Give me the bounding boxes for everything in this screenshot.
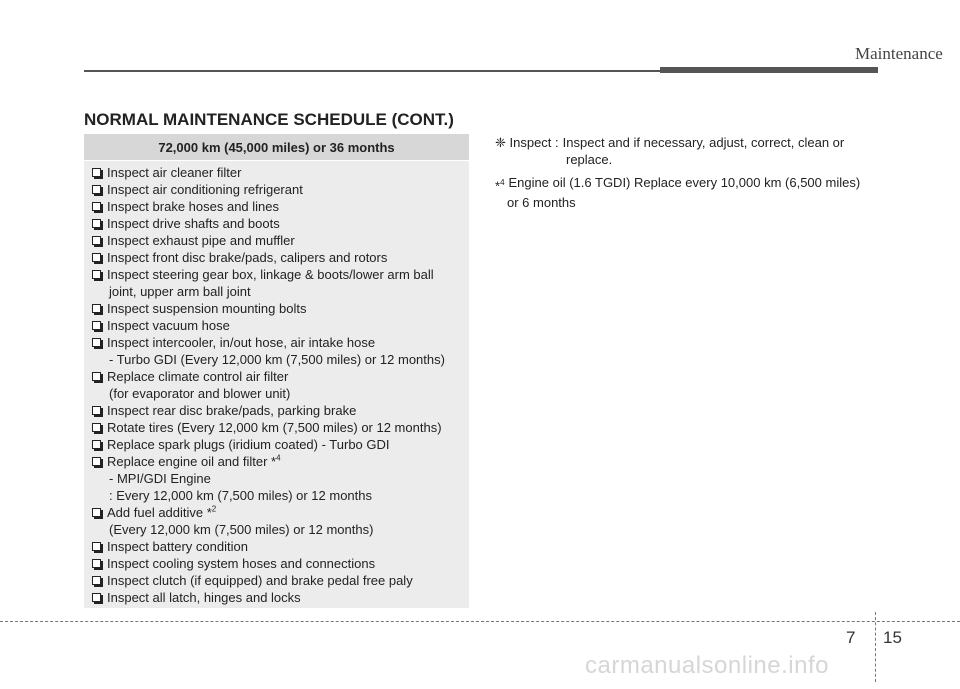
schedule-item-text: Inspect air cleaner filter	[107, 165, 242, 180]
inspect-note-text: Inspect and if necessary, adjust, correct, clean or	[562, 135, 845, 150]
schedule-item-row	[92, 232, 469, 249]
schedule-item-row	[92, 572, 469, 589]
schedule-item-text: Rotate tires (Every 12,000 km (7,500 miles) or 12 months)	[107, 420, 442, 435]
schedule-item	[92, 164, 469, 181]
checkbox-icon	[92, 559, 101, 568]
schedule-item-label	[107, 538, 248, 555]
checkbox-icon	[92, 202, 101, 211]
checkbox-icon	[92, 508, 101, 517]
schedule-item-detail: : Every 12,000 km (7,500 miles) or 12 months	[109, 488, 373, 503]
schedule-item-label	[107, 589, 301, 606]
checkbox-icon	[92, 219, 101, 228]
checkbox-icon	[92, 338, 101, 347]
schedule-item	[92, 402, 469, 419]
page-heading: NORMAL MAINTENANCE SCHEDULE (CONT.)	[84, 110, 454, 129]
schedule-item	[92, 181, 469, 198]
schedule-item	[92, 368, 469, 402]
schedule-table-body	[84, 161, 469, 608]
checkbox-icon	[92, 593, 101, 602]
checkbox-icon	[92, 576, 101, 585]
checkbox-icon	[92, 270, 101, 279]
footnote-marker: 4	[276, 453, 281, 463]
header-rule-accent	[660, 67, 878, 73]
schedule-item-row	[92, 453, 469, 470]
schedule-item-row	[92, 368, 469, 385]
schedule-item-row	[92, 538, 469, 555]
checkbox-icon	[92, 168, 101, 177]
schedule-item-row	[92, 215, 469, 232]
schedule-item-label	[107, 198, 279, 215]
schedule-item-text: Replace spark plugs (iridium coated) - Turbo GDI	[107, 437, 390, 452]
schedule-item	[92, 215, 469, 232]
schedule-item	[92, 300, 469, 317]
footer-divider	[875, 612, 876, 682]
checkbox-icon	[92, 457, 101, 466]
schedule-item	[92, 419, 469, 436]
schedule-item-text: Inspect intercooler, in/out hose, air intake hose	[107, 335, 376, 350]
schedule-item-list	[84, 161, 469, 606]
schedule-item-label	[107, 232, 295, 249]
schedule-item-detail: joint, upper arm ball joint	[109, 284, 251, 299]
schedule-item-text: Inspect brake hoses and lines	[107, 199, 279, 214]
schedule-table-header: 72,000 km (45,000 miles) or 36 months	[84, 134, 469, 160]
checkbox-icon	[92, 321, 101, 330]
schedule-item-text: Replace climate control air filter	[107, 369, 289, 384]
schedule-item-text: Inspect air conditioning refrigerant	[107, 182, 303, 197]
schedule-item-label	[107, 317, 230, 334]
checkbox-icon	[92, 542, 101, 551]
section-title: Maintenance	[855, 44, 943, 63]
schedule-item-label	[107, 402, 356, 419]
schedule-item	[92, 334, 469, 368]
footnote-marker: 2	[211, 504, 217, 514]
schedule-item	[92, 198, 469, 215]
schedule-item-text: Inspect suspension mounting bolts	[107, 301, 307, 316]
schedule-item-row	[92, 181, 469, 198]
schedule-item	[92, 555, 469, 572]
checkbox-icon	[92, 440, 101, 449]
schedule-item-row	[92, 589, 469, 606]
footer-rule	[0, 621, 960, 622]
checkbox-icon	[92, 304, 101, 313]
schedule-item	[92, 504, 469, 538]
schedule-item	[92, 232, 469, 249]
schedule-item-label	[107, 249, 387, 266]
schedule-item-row	[92, 504, 469, 521]
schedule-item	[92, 317, 469, 334]
schedule-item	[92, 572, 469, 589]
schedule-item-row	[92, 402, 469, 419]
schedule-item-label	[107, 436, 390, 453]
oil-note-text-continued: or 6 months	[507, 195, 576, 211]
schedule-item-label	[107, 368, 288, 385]
schedule-item-label	[107, 555, 375, 572]
schedule-item-text: Inspect all latch, hinges and locks	[107, 590, 301, 605]
checkbox-icon	[92, 236, 101, 245]
schedule-item-row	[92, 334, 469, 351]
checkbox-icon	[92, 372, 101, 381]
schedule-item-text: Inspect vacuum hose	[107, 318, 230, 333]
schedule-item-row	[92, 249, 469, 266]
schedule-item	[92, 453, 469, 504]
schedule-item-detail: - Turbo GDI (Every 12,000 km (7,500 miles) or 12 months)	[109, 352, 445, 367]
schedule-item-label	[107, 334, 375, 351]
schedule-item-detail: (for evaporator and blower unit)	[109, 386, 291, 401]
schedule-item-row	[92, 419, 469, 436]
schedule-item-label	[107, 453, 281, 470]
schedule-item-text: Add fuel additive *	[107, 505, 212, 520]
schedule-item-row	[92, 555, 469, 572]
header-rule	[84, 70, 660, 72]
schedule-item-text: Replace engine oil and filter *	[107, 454, 277, 469]
schedule-item-text: Inspect exhaust pipe and muffler	[107, 233, 295, 248]
schedule-item-detail: (Every 12,000 km (7,500 miles) or 12 months)	[109, 522, 374, 537]
schedule-item-label	[107, 181, 303, 198]
schedule-item-row	[92, 317, 469, 334]
oil-note-superscript: 4	[500, 178, 505, 187]
schedule-item-row	[92, 436, 469, 453]
schedule-item-label	[107, 215, 280, 232]
schedule-item	[92, 266, 469, 300]
inspect-note	[495, 134, 880, 151]
schedule-item-label	[107, 572, 413, 589]
checkbox-icon	[92, 406, 101, 415]
schedule-item-label	[107, 266, 434, 283]
schedule-item-label	[107, 300, 306, 317]
oil-note-text: Engine oil (1.6 TGDI) Replace every 10,000 km (6,500 miles)	[508, 175, 861, 190]
schedule-item-row	[92, 300, 469, 317]
notes-panel	[495, 134, 880, 211]
schedule-item	[92, 538, 469, 555]
checkbox-icon	[92, 185, 101, 194]
watermark: carmanualsonline.info	[585, 652, 829, 679]
schedule-item-text: Inspect clutch (if equipped) and brake pedal free paly	[107, 573, 413, 588]
schedule-item	[92, 589, 469, 606]
schedule-item-text: Inspect battery condition	[107, 539, 248, 554]
checkbox-icon	[92, 253, 101, 262]
schedule-item-detail: - MPI/GDI Engine	[109, 471, 211, 486]
schedule-item-label	[107, 504, 216, 521]
schedule-item-label	[107, 164, 241, 181]
inspect-note-key: ❈ Inspect :	[495, 135, 559, 150]
schedule-item-row	[92, 198, 469, 215]
schedule-item-text: Inspect steering gear box, linkage & boots/lower arm ball	[107, 267, 434, 282]
schedule-item-row	[92, 164, 469, 181]
schedule-item-text: Inspect cooling system hoses and connections	[107, 556, 376, 571]
oil-note	[495, 174, 880, 194]
schedule-item-text: Inspect front disc brake/pads, calipers and rotors	[107, 250, 388, 265]
schedule-item-text: Inspect drive shafts and boots	[107, 216, 280, 231]
schedule-item	[92, 249, 469, 266]
schedule-item-text: Inspect rear disc brake/pads, parking brake	[107, 403, 357, 418]
chapter-number: 7	[846, 628, 856, 647]
oil-note-key: *$^4$	[495, 178, 505, 194]
schedule-item	[92, 436, 469, 453]
page-number: 15	[883, 628, 902, 647]
checkbox-icon	[92, 423, 101, 432]
schedule-item-label	[107, 419, 442, 436]
schedule-item-row	[92, 266, 469, 283]
inspect-note-text-continued: replace.	[566, 152, 613, 167]
